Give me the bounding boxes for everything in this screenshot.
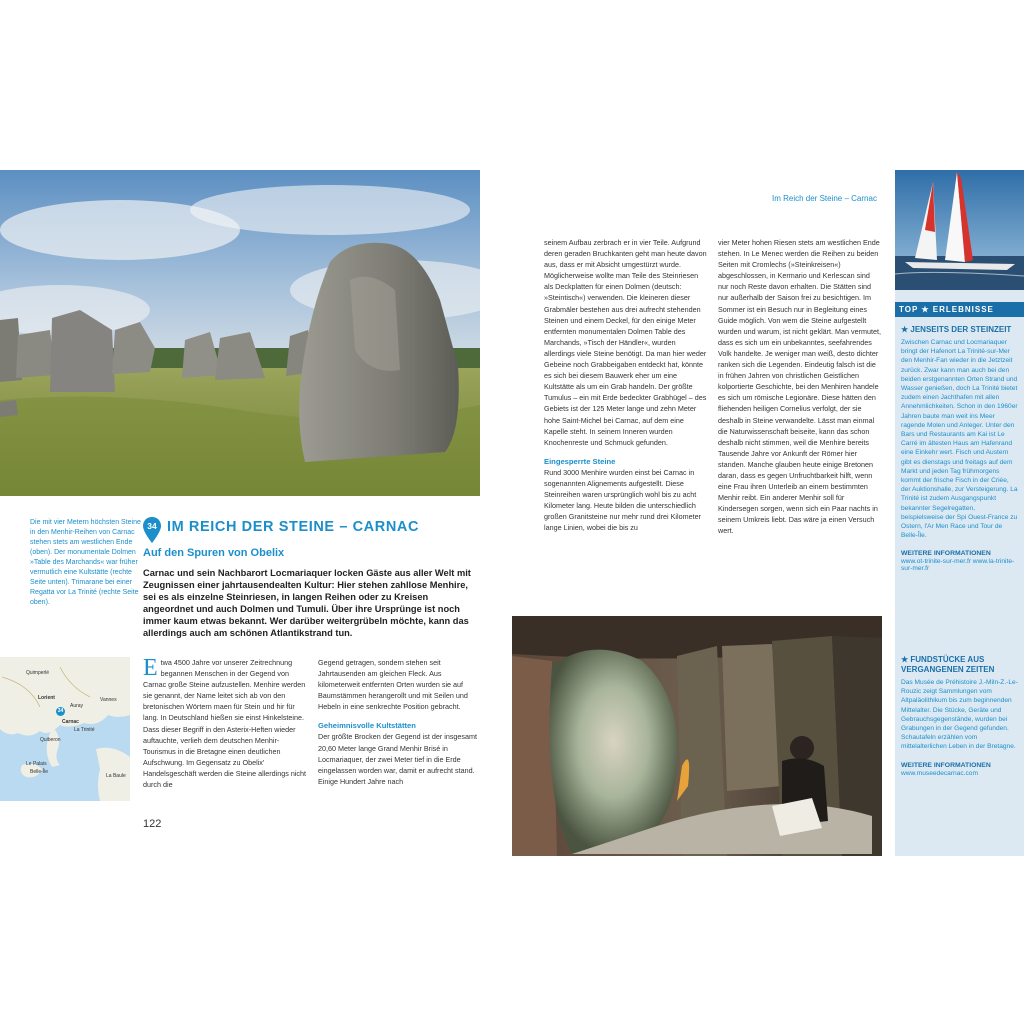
page-number: 122	[143, 818, 162, 830]
col3-text-1: seinem Aufbau zerbrach er in vier Teile. Aufgrund deren geraden Bruchkanten geht man heute davon aus, dass er mit Absicht umgestürzt wurde. Möglicherweise wollte man Teile des Steinriesen als Deckplatten für einen Dolmen (deutsch: »Steintisch«) verwenden. Die kleineren dieser Grabmäler bestehen aus drei aufrecht stehenden Steinen und einem Deckel, für den einige Meter entfernten monumentalen Dolmen Table des Marchands, »Tisch der Händler«, wurden allerdings viele Steine benötigt. Da man hier weder Gebeine noch Grabbeigaben entdeckt hat, könnte es sich bei diesem Bauwerk eher um eine Kultstätte als um ein Grab handeln. Der größte Tumulus – ein mit Erde bedeckter Grabhügel – des Gebiets ist der 125 Meter lange und zehn Meter hohe Saint-Michel bei Carnac, auf dem eine Kapelle steht. In seinem Inneren wurden Knochenreste und Schmuck gefunden.	[544, 238, 707, 447]
text-column-4	[718, 237, 882, 537]
section1-text: Zwischen Carnac und Locmariaquer bringt der Hafenort La Trinité-sur-Mer den Menhir-Fan wieder in die Jetztzeit zurück. Zwar kann man auch bei den beiden erstgenannten Orten Strand und Wasser genießen, doch La Trinité bietet zudem einen Jachthafen mit allen Annehmlichkeiten. Schon in den 1960er Jahren baute man weit ins Meer ragende Molen und Anleger. Unter den Bars und Restaurants am Kai ist Le Carré im ältesten Haus am Hafenrand eine Einkehr wert. Fisch und Austern gibt es dienstags und freitags auf dem Markt und jeden Tag frühmorgens kommt der frische Fisch in der Criée, der Auktionshalle, zur Versteigerung. La Trinité ist zudem Ausgangspunkt bekannter Segelregatten, beispielsweise der Spi Ouest-France zu Ostern, l'Ar Men Race und Tour de Belle-Île.	[901, 339, 1018, 540]
col2-subhead: Geheimnisvolle Kultstätten	[318, 721, 416, 731]
col1-text: twa 4500 Jahre vor unserer Zeitrechnung begannen Menschen in der Gegend von Carnac große Steine aufzustellen. Menhire werden sie genannt, der Name leitet sich ab von den bretonischen Wörtern maen für Stein und hir für lang. In Deutschland hießen sie einst Hinkelsteine. Dass dieser Begriff in den Asterix-Heften wieder auftauchte, verlieh dem deutschen Menhir-Tourismus in die Bretagne einen deutlichen Aufschwung. Im Gegensatz zu Obelix' Handelsgeschäft werden die Steine allerdings nicht durch die	[143, 658, 307, 790]
sidebar-section-1	[901, 325, 1019, 572]
map-label-quiberon: Quiberon	[40, 737, 61, 743]
text-column-1	[143, 657, 308, 790]
map-label-vannes: Vannes	[100, 697, 117, 703]
photo-caption: Die mit vier Metern höchsten Steine in den Menhir-Reihen von Carnac stehen stets am westlichen Ende (oben). Der monumentale Dolmen »Table des Marchands« war früher vermutlich eine Kultstätte (rechte Seite unten). Trimarane bei einer Regatta vor La Trinité (rechte Seite oben).	[30, 519, 141, 606]
map-label-lorient: Lorient	[38, 695, 55, 701]
article-lead: Carnac und sein Nachbarort Locmariaquer locken Gäste aus aller Welt mit Zeugnissen einer jahrtausendealten Kultur: Hier stehen zahllose Menhire, sei es als einzelne Steinriesen, in langen Reihen oder zu Kreisen angeordnet und auch Dolmen und Tumuli. Über ihre Ursprünge ist noch immer kaum etwas bekannt. Wer darüber weitergrübeln möchte, kann das allerdings auch am schönen Atlantikstrand tun.	[143, 568, 471, 638]
col2-text-2: Der größte Brocken der Gegend ist der insgesamt 20,60 Meter lange Grand Menhir Brisé in Locmariaquer, der zwei Meter tief in die Erde eingelassen worden war, damit er aufrecht stand. Einige Hundert Jahre nach	[318, 732, 477, 786]
col2-text-1: Gegend getragen, sondern stehen seit Jahrtausenden am gleichen Fleck. Aus kilometerweit entfernten Orten wurden sie auf Baumstämmen herangerollt und mit Seilen und Hebeln in eine senkrechte Position gebracht.	[318, 658, 468, 712]
section1-title: ★ JENSEITS DER STEINZEIT	[901, 325, 1012, 334]
map-location-badge: 34	[57, 708, 64, 714]
text-column-2	[318, 657, 482, 787]
section2-title: ★ FUNDSTÜCKE AUS VERGANGENEN ZEITEN	[901, 655, 995, 674]
sidebar-bar: TOP ★ ERLEBNISSE	[895, 302, 1024, 317]
map-label-le-palais: Le Palais	[26, 761, 47, 767]
section2-text: Das Musée de Préhistoire J.-Miln-Z.-Le-Rouzic zeigt Sammlungen vom Altpaläolithikum bis zum beginnenden Mittelalter. Die Stücke, Geräte und Gebrauchsgegenstände, wurden bei Grabungen in der Gegend gefunden. Schautafeln erzählen vom mittelalterlichen Leben in der Bretagne.	[901, 679, 1018, 751]
dolmen-photo	[512, 616, 882, 856]
map-label-auray: Auray	[70, 703, 84, 709]
region-map	[0, 657, 130, 801]
col3-text-2: Rund 3000 Menhire wurden einst bei Carnac in sogenannten Alignements aufgestellt. Diese Steinreihen waren ursprünglich wohl bis zu acht Kilometer lang. Heute bilden die unterschiedlich großen Granitsteine nur mehr rund drei Kilometer lange Linien, wobei die bis zu	[544, 467, 701, 533]
map-label-carnac: Carnac	[62, 719, 79, 725]
running-header: Im Reich der Steine – Carnac	[772, 194, 877, 203]
section1-info-label: WEITERE INFORMATIONEN	[901, 550, 991, 558]
col4-text: vier Meter hohen Riesen stets am westlichen Ende stehen. In Le Menec werden die Reihen zu beiden Seiten mit Cromlechs (»Steinkreisen«) abgeschlossen, in Kermario und Kerlescan sind nur noch Reste davon erhalten. Die Stätten sind nur außerhalb der Saison frei zu besichtigen. Im Sommer ist ein Besuch nur in Begleitung eines Guide möglich. Von wem die Steine aufgestellt wurden und warum, ist nicht geklärt. Man vermutet, dass es sich um ein unbekanntes, seefahrendes Volk handelte. Je weniger man weiß, desto dichter ranken sich die Legenden. Eindeutig falsch ist die in frühen Jahren von christlichen Geistlichen kolportierte Geschichte, bei den Menhiren handele es sich um römische Legionäre. Diese hätten den fliehenden heiligen Cornelius verfolgt, der sie deshalb in Steine verwandelte. Lässt man einmal die Naturwissenschaft beiseite, kann das schon deshalb nicht stimmen, weil die Menhire bereits Tausende Jahre vor Ankunft der Römer hier standen. Manche glauben heute einige Bretonen daran, dass es gegen Unfruchtbarkeit hilft, wenn eine Frau ihren Unterleib an einem bestimmten Menhir reibt. Ein anderer Menhir soll für Kindersegen sorgen, wenn sich ein Paar nachts in seinem Umkreis liebt. Das wäre ja einen Versuch wert.	[718, 238, 881, 536]
menhir-photo	[0, 170, 480, 496]
section1-info-url[interactable]: www.ot-trinite-sur-mer.fr www.la-trinite-sur-mer.fr	[901, 558, 1015, 573]
sidebar-section-2	[901, 655, 1019, 777]
map-label-belle-ile: Belle-Île	[30, 769, 49, 775]
article-title: IM REICH DER STEINE – CARNAC	[167, 519, 420, 535]
section2-info-label: WEITERE INFORMATIONEN	[901, 761, 991, 769]
article-subtitle: Auf den Spuren von Obelix	[143, 547, 285, 559]
map-label-la-trinite: La Trinité	[74, 727, 95, 733]
text-column-3	[544, 237, 707, 533]
section2-info-url[interactable]: www.museedecarnac.com	[901, 769, 978, 777]
badge-number: 34	[147, 521, 157, 531]
col3-subhead: Eingesperrte Steine	[544, 456, 616, 466]
map-label-quimperle: Quimperlé	[26, 670, 50, 676]
sailing-photo	[895, 170, 1024, 290]
location-badge	[143, 517, 161, 543]
drop-cap: E	[143, 655, 158, 681]
map-label-la-baule: La Baule	[106, 773, 126, 779]
